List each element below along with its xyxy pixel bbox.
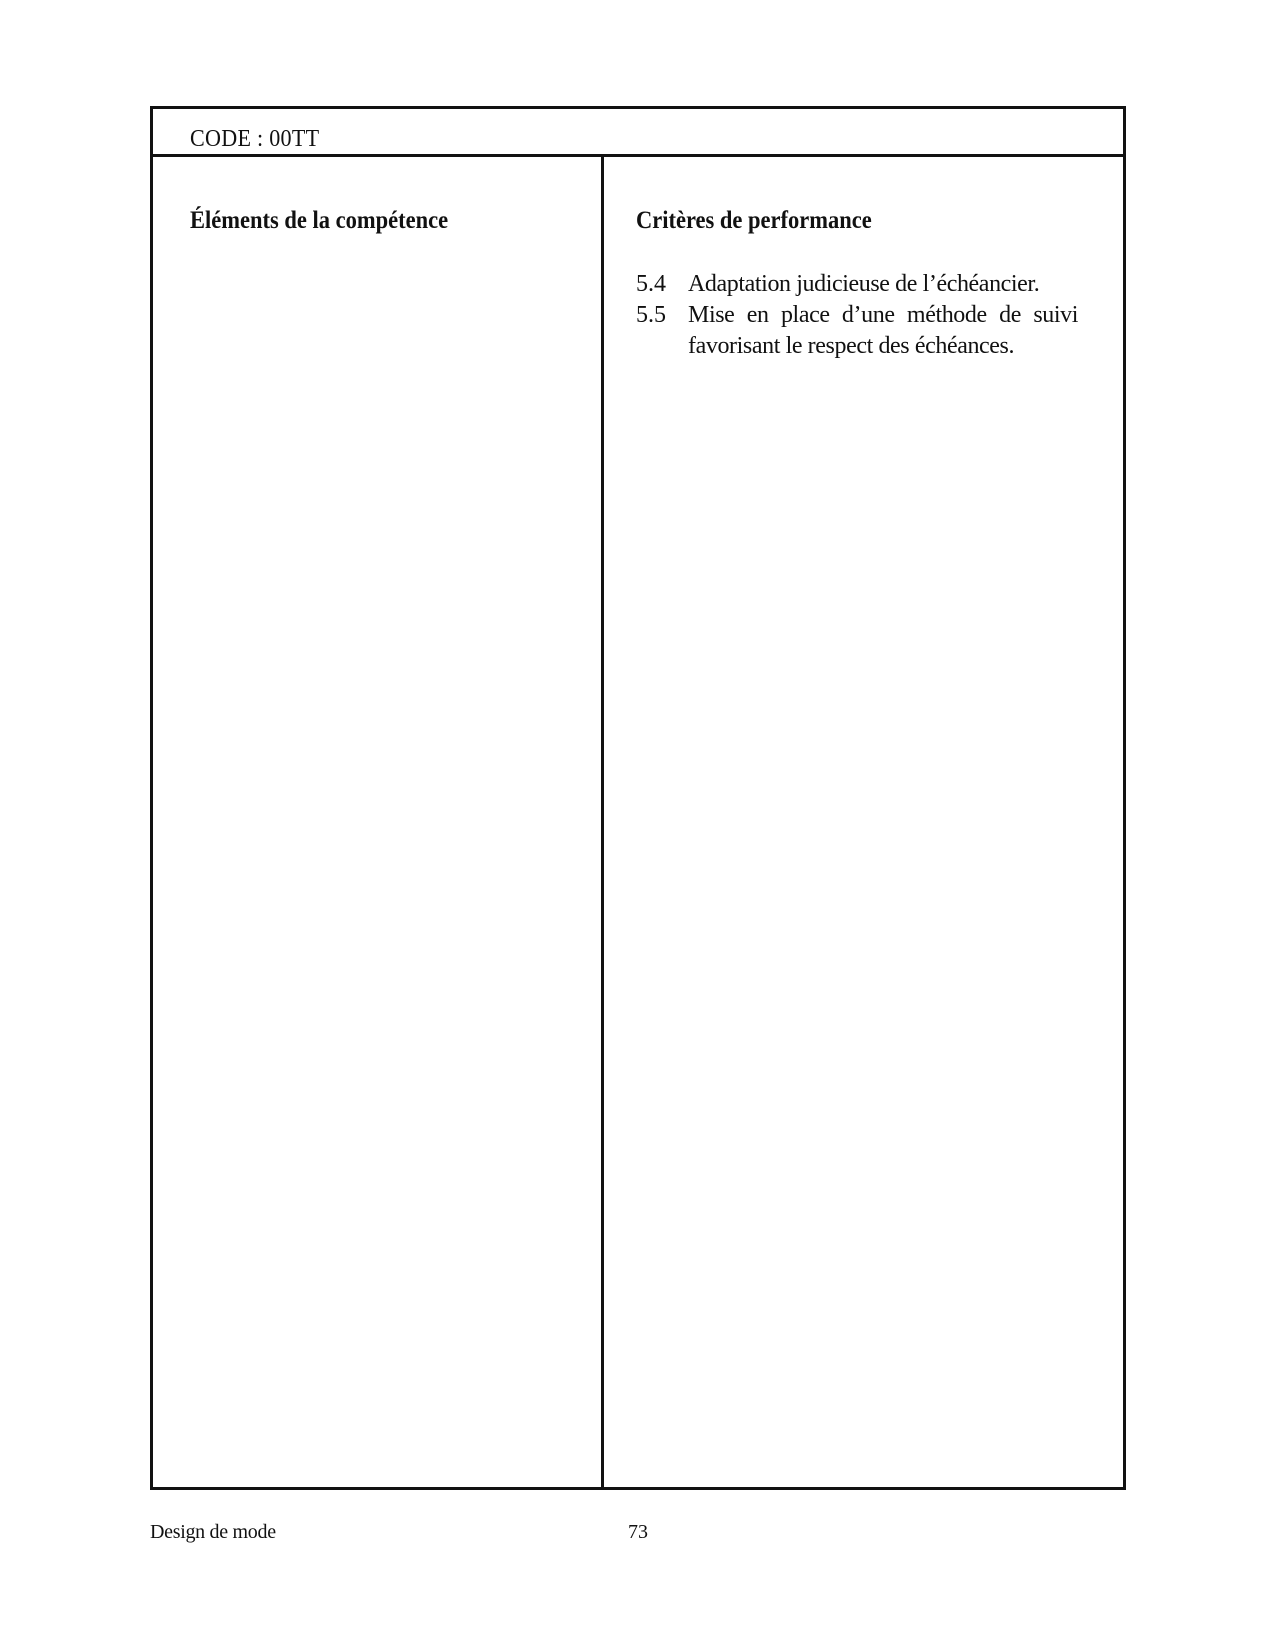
criterion-item — [636, 300, 1096, 362]
code-label: CODE : 00TT — [190, 126, 320, 152]
competence-table — [150, 106, 1126, 1490]
footer-page-number: 73 — [628, 1521, 648, 1543]
criterion-text: Adaptation judicieuse de l’échéancier. — [688, 271, 1040, 297]
column-divider — [601, 154, 604, 1487]
criterion-text: Mise en place d’une méthode de suivi favorisant le respect des échéances. — [688, 302, 1078, 359]
criterion-item — [636, 269, 1096, 300]
elements-heading: Éléments de la compétence — [190, 207, 449, 234]
criterion-number: 5.5 — [636, 302, 666, 328]
footer-program-name: Design de mode — [150, 1521, 276, 1543]
criteria-heading: Critères de performance — [636, 207, 872, 234]
code-row — [153, 109, 1123, 157]
criteria-list — [636, 269, 1096, 362]
criterion-number: 5.4 — [636, 271, 666, 297]
